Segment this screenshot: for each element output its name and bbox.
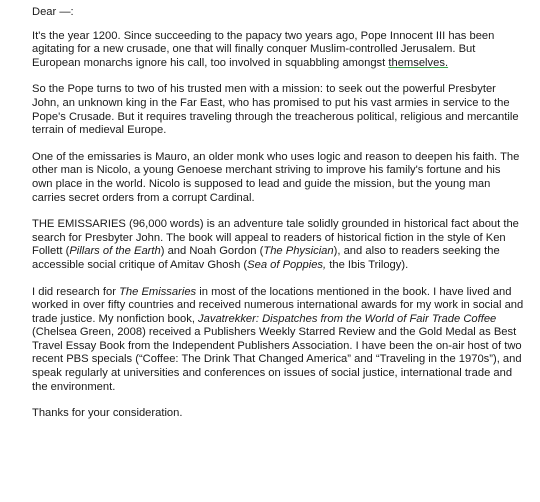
- title-pillars: Pillars of the Earth: [69, 245, 161, 258]
- closing: Thanks for your consideration.: [32, 407, 183, 420]
- title-sea-of-poppies: Sea of Poppies,: [247, 258, 327, 271]
- paragraph-bio: [32, 286, 524, 395]
- pitch-text-3: ), and also to readers seeking the accessible social critique of Amitav Ghosh (: [32, 245, 500, 271]
- bio-text-3: (Chelsea Green, 2008) received a Publishers Weekly Starred Review and the Gold Medal as Best Travel Essay Book from the Independent Publishers Association. I have been the on-air host of two recent PBS specials (“Coffee: The Drink That Changed America” and “Traveling in the 1970s”), and speak regularly at universities and conferences on issues of social justice, international trade and the environment.: [32, 326, 522, 393]
- pitch-text-1: THE EMISSARIES (96,000 words) is an adventure tale solidly grounded in historical fact about the search for Presbyter John. The book will appeal to readers of historical fiction in the style of Ken Follett (: [32, 218, 519, 258]
- pitch-text-4: the Ibis Trilogy).: [326, 258, 409, 271]
- greeting: Dear —:: [32, 6, 74, 18]
- paragraph-setting: [32, 30, 524, 71]
- title-javatrekker: Javatrekker: Dispatches from the World of Fair Trade Coffee: [198, 312, 497, 325]
- paragraph-pitch: [32, 218, 524, 272]
- title-emissaries: The Emissaries: [119, 285, 197, 298]
- bio-text-1: I did research for: [32, 285, 120, 298]
- pitch-text-2: ) and Noah Gordon (: [160, 245, 264, 258]
- paragraph-mission: So the Pope turns to two of his trusted men with a mission: to seek out the powerful Presbyter John, an unknown king in the Far East, who has promised to put his vast armies in service to the Pope's Crusade. But it requires traveling through the treacherous political, religious and mercantile terrain of medieval Europe.: [32, 83, 519, 137]
- title-physician: The Physician: [263, 245, 334, 258]
- paragraph-setting-text: It's the year 1200. Since succeeding to the papacy two years ago, Pope Innocent III has been agitating for a new crusade, one that will finally conquer Muslim-controlled Jerusalem. But European monarchs ignore his call, too involved in squabbling amongst: [32, 29, 495, 69]
- underlined-word: themselves.: [388, 56, 449, 69]
- bio-text-2: in most of the locations mentioned in the book. I have lived and worked in over fifty countries and received numerous international awards for my work in social and trade justice. My nonfiction book,: [32, 285, 524, 325]
- paragraph-characters: One of the emissaries is Mauro, an older monk who uses logic and reason to deepen his faith. The other man is Nicolo, a young Genoese merchant striving to improve his family's fortune and his own place in the world. Nicolo is supposed to lead and guide the mission, but the young man carries secret orders from a corrupt Cardinal.: [32, 150, 520, 204]
